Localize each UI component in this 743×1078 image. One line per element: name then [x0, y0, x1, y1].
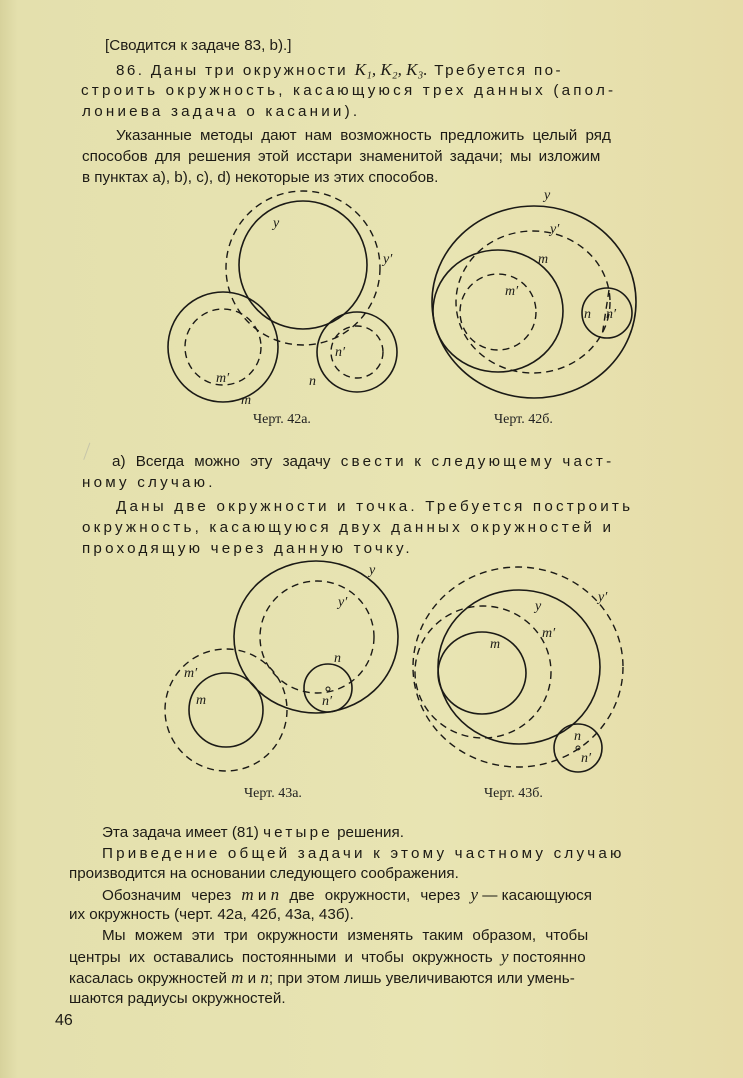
change-m: m — [231, 968, 244, 987]
circle-y-prime-dashed — [413, 567, 623, 767]
notation-m: m — [241, 885, 254, 904]
solutions-end: решения. — [332, 824, 404, 841]
notation-y: y — [470, 885, 479, 904]
circle-m — [438, 632, 526, 714]
circle-m — [433, 250, 563, 372]
notation-text-b: и — [253, 887, 271, 904]
special-case-line-1: Даны две окружности и точка. Требуется построить — [116, 498, 634, 515]
change-y: y — [500, 947, 509, 966]
special-case-line-2: окружность, касающуюся двух данных окружностей и — [82, 519, 615, 536]
caption-fig-42a: Черт. 42а. — [253, 412, 311, 427]
problem-86-line-3: лониева задача о касании). — [82, 103, 361, 120]
caption-fig-43b: Черт. 43б. — [484, 786, 543, 801]
svg-text:n′: n′ — [581, 751, 592, 766]
circle-y-prime-dashed — [226, 191, 380, 345]
change-line-4: шаются радиусы окружностей. — [69, 990, 286, 1007]
circle-m-prime-dashed — [415, 606, 551, 738]
methods-line-2: способов для решения этой исстари знаменитой задачи; мы изложим — [82, 148, 601, 165]
figure-42b — [432, 206, 636, 398]
notation-line-1 — [102, 885, 592, 905]
notation-text-d: — касающуюся — [478, 887, 592, 904]
circle-m — [189, 673, 263, 747]
svg-text:y: y — [369, 563, 376, 578]
point-n-prime — [326, 687, 330, 691]
svg-text:m′: m′ — [542, 626, 556, 641]
svg-text:n: n — [584, 307, 591, 322]
change-line-1: Мы можем эти три окружности изменять таким образом, чтобы — [102, 927, 589, 944]
svg-text:n′: n′ — [322, 694, 333, 709]
circle-y-prime-dashed — [260, 581, 374, 693]
notation-n: n — [270, 885, 280, 904]
svg-text:y: y — [273, 216, 280, 231]
problem-number-text: 86. Даны три окружности — [116, 62, 355, 79]
svg-text:n′: n′ — [606, 307, 617, 322]
reference-line: [Сводится к задаче 83, b).] — [105, 37, 292, 54]
circles-k-notation: K₁, K₂, K₃. — [354, 60, 428, 79]
circle-y — [438, 590, 600, 744]
change-text-a: центры их оставались постоянными и чтобы окружность — [69, 949, 501, 966]
svg-text:m: m — [196, 693, 207, 708]
circle-m-prime-dashed — [460, 274, 536, 350]
svg-text:n′: n′ — [335, 345, 346, 360]
solutions-line — [102, 823, 404, 842]
svg-text:y: y — [544, 188, 551, 203]
notation-text-c: две окружности, через — [279, 887, 471, 904]
change-n: n — [260, 968, 269, 987]
svg-text:m: m — [538, 252, 549, 267]
change-text-b: постоянно — [508, 949, 586, 966]
special-case-line-3: проходящую через данную точку. — [82, 540, 413, 557]
svg-text:m: m — [241, 393, 252, 408]
svg-text:n: n — [309, 374, 316, 389]
problem-86-line-2: строить окружность, касающуюся трех данных (апол- — [81, 82, 617, 99]
problem-86-continuation: Требуется по- — [427, 62, 563, 79]
item-a-line-1 — [112, 452, 614, 471]
change-text-e: ; при этом лишь увеличиваются или умень- — [268, 970, 575, 987]
solutions-text: Эта задача имеет (81) — [102, 824, 264, 841]
figure-43b — [413, 567, 623, 772]
figure-43a — [165, 561, 398, 771]
svg-text:n: n — [334, 651, 341, 666]
svg-text:m′: m′ — [505, 284, 519, 299]
methods-line-3: в пунктах a), b), c), d) некоторые из этих способов. — [82, 169, 439, 186]
change-line-3 — [69, 968, 575, 988]
item-a-emphasis: свести к следующему част- — [340, 453, 615, 470]
svg-text:y′: y′ — [338, 595, 348, 610]
svg-text:m: m — [490, 637, 501, 652]
circle-n — [317, 312, 397, 392]
solutions-count: четыре — [263, 824, 333, 841]
page-number: 46 — [55, 1012, 73, 1029]
notation-text-a: Обозначим через — [102, 887, 242, 904]
caption-fig-42b: Черт. 42б. — [494, 412, 553, 427]
reduction-line-1: Приведение общей задачи к этому частному случаю — [102, 845, 625, 862]
svg-text:m′: m′ — [184, 666, 198, 681]
caption-fig-43a: Черт. 43а. — [244, 786, 302, 801]
svg-text:y′: y′ — [598, 590, 608, 605]
item-a-text: a) Всегда можно эту задачу — [112, 453, 341, 470]
change-line-2 — [69, 947, 586, 967]
svg-text:y′: y′ — [550, 222, 560, 237]
svg-text:n: n — [574, 729, 581, 744]
svg-text:y: y — [535, 599, 542, 614]
change-text-d: и — [243, 970, 261, 987]
svg-text:y′: y′ — [383, 252, 393, 267]
item-a-line-2: ному случаю. — [82, 474, 216, 491]
reduction-line-2: производится на основании следующего соображения. — [69, 865, 459, 882]
change-text-c: касалась окружностей — [69, 970, 232, 987]
methods-line-1: Указанные методы дают нам возможность предложить целый ряд — [116, 127, 611, 144]
circle-y — [239, 201, 367, 329]
figure-42a — [168, 191, 397, 402]
notation-line-2: их окружность (черт. 42а, 42б, 43а, 43б). — [69, 906, 354, 923]
svg-text:m′: m′ — [216, 371, 230, 386]
